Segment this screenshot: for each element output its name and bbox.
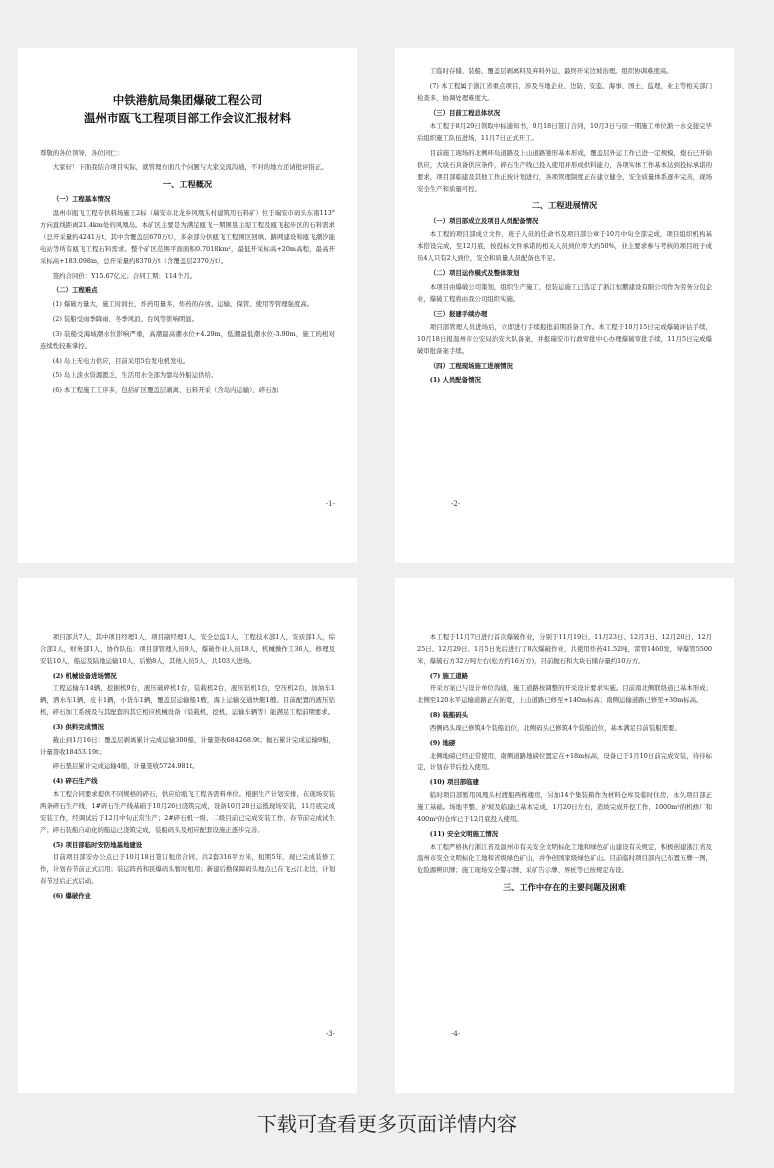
staff-paragraph: 项目部共7人，其中项目经理1人，项目副经理1人，安全总监1人，工程技术部1人，安质部1人，综合部1人，财务部1人，协作队伍：项目部管理人员9人，爆破作业人员18人，机械操作工36人，修理及安装10人，船运及陆地运输10人，后勤8人，其他人员5人，共103人进场。 bbox=[40, 633, 335, 665]
section-heading-2: 二、工程进展情况 bbox=[531, 200, 598, 211]
difficulty-item: (3) 装船受海域潮水位影响严重，高潮最高潮水位+4.29m，低潮最低潮水位-3.90m，施工的相对连续性较难掌控。 bbox=[40, 329, 335, 350]
dock-paragraph: 西侧码头现已修筑4个装船泊位，北侧码头已修筑4个装船泊位，基本满足目前装船需要。 bbox=[429, 723, 681, 732]
document-page-2 bbox=[395, 48, 734, 563]
item-heading-supply: (3) 供料完成情况 bbox=[52, 722, 104, 731]
safety-paragraph: 本工程严格执行浙江省及温州市有关安全文明标化工地和绿色矿山建设有关规定，积极创建浙江省及温州市安全文明标化工地和省级绿色矿山，并争创国家级绿色矿山。目前临时项目部内已布置五牌一图，危险源辨识牌；施工现场安全警示牌、采矿告示牌、界桩等已按规定布设。 bbox=[417, 842, 712, 875]
document-title bbox=[40, 92, 335, 128]
status-paragraph: 本工程于8月29日领取中标通知书，9月18日签订合同，10月3日与原一期施工单位渐一水交接完毕后组织施工队伍进场，11月7日正式开工。 bbox=[417, 122, 712, 143]
subsection-heading-permits: （三）报建手续办理 bbox=[429, 309, 488, 318]
title-line-1: 中铁港航局集团爆破工程公司 bbox=[112, 93, 263, 107]
difficulty-item: (1) 爆破方量大，施工时间长，炸药用量多，炸药的存放、运输、保管、使用等管理强度高。 bbox=[52, 300, 314, 309]
difficulty-item: (5) 岛上淡水资源匮乏，生活用水全部为靠岛外船运供给。 bbox=[52, 371, 218, 380]
item-heading-safety: (11) 安全文明施工情况 bbox=[429, 829, 499, 838]
supply-paragraph: 截止到1月16日：覆盖层剥离累计完成运输300船，计量签收684268.9t；抛石累计完成运输9船，计量签收18453.19t； bbox=[40, 735, 335, 756]
difficulty-item: (4) 岛上无电力供应，目前采用5台发电机发电。 bbox=[52, 356, 190, 365]
scale-paragraph: 北侧地磅已经正常使用，南侧道路地磅位置定在+18m标高，设备已于1月10日前完成安装，待待标定，计划春节后投入使用。 bbox=[417, 751, 712, 772]
subsection-heading-staffing: （一）项目部成立及项目人员配备情况 bbox=[429, 216, 539, 225]
status-paragraph: 目前施工现场的北侧环岛道路及上山道路雏形基本形成，覆盖层外运工作已进一定规模，炮石已开始供应，大块石具备供应条件，碎石生产线已投入使用并形成供料能力，各项实体工作基本达到投标承诺的要求，项目部临建及其他工作正按计划进行，各项管理制度正在建立健全，安全质量体系逐步完善，现场安全生产和质量可控。 bbox=[417, 149, 712, 193]
equipment-paragraph: 工程运输车14辆，挖掘机9台，液压破碎机1台，装载机2台，液压钻机1台，空压机2台，加油车1辆，洒水车1辆，皮卡1辆，小货车1辆，覆盖层运输船1艘，海上运输交通快艇1艘。目前配置的液压钻机，碎石加工系统及与其配套的其它相应机械设备（装载机，挖机，运输车辆等）能满足工程前期要求。 bbox=[40, 684, 335, 717]
item-heading-scale: (9) 地磅 bbox=[429, 738, 456, 747]
page-number: -4- bbox=[451, 1030, 461, 1039]
mode-paragraph: 本项目由爆破公司策划，组织生产施工，挖装运施工已选定了浙江恒鹏建设有限公司作为劳务分包企业，爆破工程将由我公司组织实施。 bbox=[417, 282, 712, 303]
contract-paragraph: 签约合同价：Y15.67亿元；合同工期：114个月。 bbox=[52, 271, 197, 280]
section-heading-3: 三、工作中存在的主要问题及困难 bbox=[503, 882, 626, 893]
item-heading-temporary: (5) 项目部临时安防地基地建设 bbox=[52, 840, 143, 849]
item-heading-staff: (1) 人员配备情况 bbox=[429, 375, 481, 384]
crusher-paragraph: 本工程合同要求提供不同规格的碎石，供应给瓯飞工程各需料单位。根据生产计划安排，在现场安装两条碎石生产线，1#碎石生产线基础于10月26日浇筑完成，设备10月28日运抵现场安装，11月底完成安装工作，经调试后于12月中旬正常生产；2#碎石机一级、二级目前已完成安装工作，春节前完成试生产；碎石装船自动化的船运已浇筑完成，装船码头及相应配套设施正逐步完善。 bbox=[40, 790, 335, 834]
document-page-1 bbox=[18, 48, 357, 563]
item-heading-dock: (8) 装船码头 bbox=[429, 711, 469, 720]
staffing-paragraph: 本工程的项目部成立文件，班子人员的任命书及项目部公章于10月中旬全部完成，项目组织机构基本搭设完成，至12月底，按投标文件承诺的相关人员到位率大约50%，业主要求参与考核的项目班子成员4人只有2人到位，安全和质量人员配备也不足。 bbox=[417, 230, 712, 263]
item-heading-equipment: (2) 机械设备进场情况 bbox=[52, 671, 117, 680]
basic-info-paragraph: 温州市瓯飞工程专供料场施工2标（瑞安市北龙乡风凰头村建筑用石料矿）位于瑞安市码头东南113°方向直线距离21.4km处的风凰岛。本矿区主要是为满足瓯飞一期围垦主堤工程及瓯飞起步区的石料需求（总开采量约4241万t，其中含覆盖层670万t），多余部分供瓯飞工程围区回填、路网建设和瓯飞潮汐能电站等所有瓯飞工程石料需求。整个矿区范围平面面积0.7018km²，最低开采标高+20m高程，最高开采标高+183.098m，总开采量约8370万t（含覆盖层2370万t）。 bbox=[40, 209, 335, 265]
temporary-paragraph: 目前项目部安办公点已于10月18日签订租房合同，共2套316平方米，租期5年，现已完成装修工作，计划春节前正式启用；装运阵药和民爆码头暂时租用；新建后勤保障码头地点已在飞云江北边，计划春节过后正式启动。 bbox=[40, 853, 335, 886]
item-heading-crusher: (4) 碎石生产线 bbox=[52, 777, 98, 786]
permits-paragraph: 项目部管理人员进场后，立即进行手续报批前期准备工作。本工程于10月15日完成爆破评估手续，10月18日报温州市公安局治安大队备案，并报瑞安市行政审批中心办理爆破审批手续，11月5日完成爆破审批备案手续。 bbox=[417, 323, 712, 356]
page-number: -2- bbox=[451, 500, 461, 509]
subsection-heading-difficulty: （二）工程难点 bbox=[52, 286, 98, 295]
blasting-paragraph: 本工程于11月7日进行首次爆破作业，分别于11月19日、11月23日、12月3日、12月20日、12月25日、12月29日、1月5日先后进行了8次爆破作业，共使用炸药41.52吨，雷管1460发，导爆管5500米，爆破石方32万吨左右(松方约16万方)，目前抛石和大块石储存量约10万方。 bbox=[417, 633, 712, 665]
camp-paragraph: 临时项目部暂用风凰头村渡船两栋楼房，另加14个集装箱作为材料仓库及临时住房，永久项目部正施工基础。场地平整、护坡及临建已基本完成，1月20日左右，造坡完成开挖工作，1000m²的机修厂和400m²的仓库已于12月底投入使用。 bbox=[417, 791, 712, 823]
title-line-2: 温州市瓯飞工程项目部工作会议汇报材料 bbox=[84, 110, 291, 125]
page-number: -3- bbox=[325, 1030, 335, 1039]
subsection-heading-basic: （一）工程基本情况 bbox=[52, 195, 111, 204]
subsection-heading-status: （三）目前工程总体状况 bbox=[429, 108, 501, 117]
continued-paragraph: 工临时存储、装船、覆盖层剥离料及弃料外运、最终开采边坡治理。组织协调难度高。 bbox=[429, 67, 673, 75]
item-heading-camp: (10) 项目部临建 bbox=[429, 778, 479, 787]
document-page-3 bbox=[18, 578, 357, 1093]
subsection-heading-site-progress: （四）工程现场施工进展情况 bbox=[429, 361, 513, 370]
page-number: -1- bbox=[325, 500, 335, 509]
supply-paragraph: 碎石垫层累计完成运输4船，计量签收5724.981t。 bbox=[52, 762, 199, 771]
difficulty-item: (2) 装船受雨季降雨、冬季风浪、台风等影响明显。 bbox=[52, 315, 199, 324]
item-heading-road: (7) 施工道路 bbox=[429, 671, 469, 680]
intro-paragraph: 大家好！下面我结合项目实际，就管理方面几个问题与大家交流沟通，不对的地方还请批评指正。 bbox=[52, 163, 328, 172]
greeting: 尊敬的各位领导，各位同仁： bbox=[40, 148, 124, 157]
download-more-caption[interactable]: 下载可查看更多页面详情内容 bbox=[257, 1112, 517, 1136]
document-page-4 bbox=[395, 578, 734, 1093]
difficulty-item: (6) 本工程施工工序多，包括矿区覆盖层剥离、石料开采（含岛内运输）、碎石加 bbox=[52, 386, 278, 395]
item-heading-blasting: (6) 爆破作业 bbox=[52, 891, 92, 900]
difficulty-item: (7) 本工程属于浙江省重点项目，涉及当地企业、边防、安监、海事、国土、监理、业主等相关部门检查多，协调处理难度大。 bbox=[417, 81, 712, 102]
section-heading-1: 一、工程概况 bbox=[162, 179, 213, 190]
subsection-heading-mode: （二）项目运作模式及整体策划 bbox=[429, 268, 520, 277]
road-paragraph: 开采方案已与设计单位沟通，施工道路按调整的开采设计要求实施。目前南北侧联络道已基本形成；北侧至120水平运输道路正在拓宽，上山道路已修至+140m标高；南侧运输道路已修至+30m标高。 bbox=[417, 684, 712, 705]
